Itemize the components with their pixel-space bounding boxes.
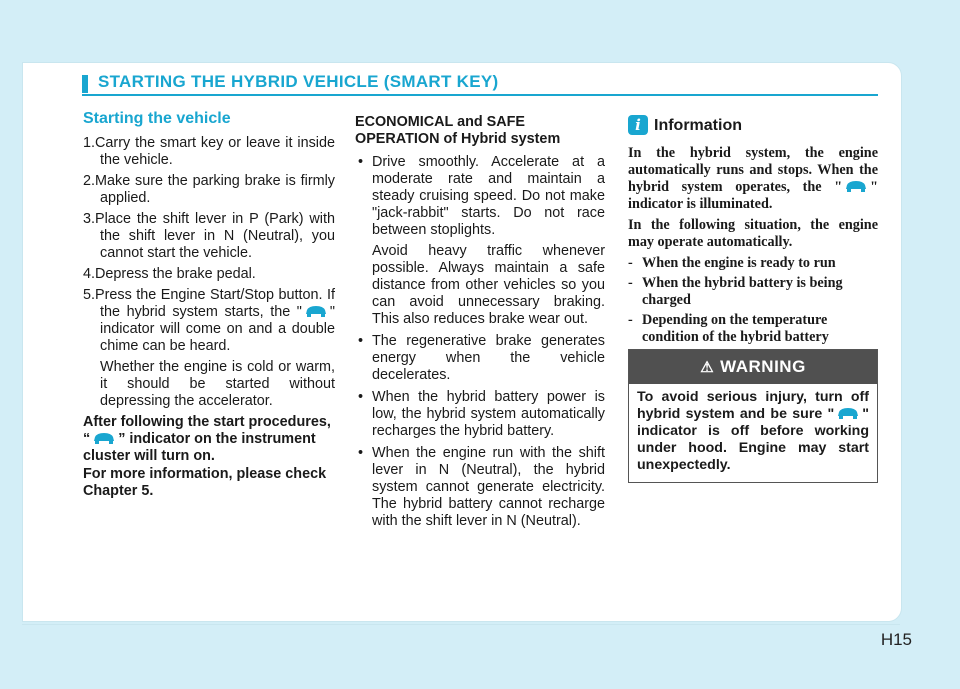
column-economical [355, 113, 605, 535]
dash-marker: - [628, 255, 633, 271]
step-3: 3.Place the shift lever in P (Park) with the shift lever in N (Neutral), you cannot start the vehicle. [83, 211, 335, 261]
dash-marker: - [628, 275, 633, 291]
information-header [628, 115, 878, 139]
dash-marker: - [628, 312, 633, 328]
car-ready-icon [92, 432, 116, 444]
information-body [628, 145, 878, 346]
info-item-text: Depending on the temperature condition of the hybrid battery [642, 312, 829, 345]
bullet-battery-low [355, 389, 605, 440]
info-p1-pre: In the hybrid system, the engine automatically runs and stops. When the hybrid system operates, the " [628, 145, 878, 195]
section-title: STARTING THE HYBRID VEHICLE (SMART KEY) [98, 72, 499, 91]
warning-text-pre: To avoid serious injury, turn off hybrid system and be sure " [637, 389, 869, 422]
column-information [628, 115, 878, 349]
bullet-text: Drive smoothly. Accelerate at a moderate rate and maintain a steady cruising speed. Do not make "jack-rabbit" starts. Do not race between stoplights. [372, 154, 605, 238]
bullet-regenerative-brake [355, 333, 605, 384]
warning-box [628, 349, 878, 483]
info-icon: i [628, 115, 648, 135]
step-5 [83, 287, 335, 355]
bullet-neutral [355, 445, 605, 530]
warning-title: WARNING [720, 357, 806, 376]
info-paragraph-2: In the following situation, the engine may operate automatically. [628, 217, 878, 250]
step-5-note: Whether the engine is cold or warm, it should be started without depressing the accelerator. [100, 359, 335, 409]
bullet-drive-smoothly [355, 154, 605, 328]
bullet-dot: • [358, 389, 364, 405]
step-5-text: 5.Press the Engine Start/Stop button. If the hybrid system starts, the [83, 287, 335, 320]
car-ready-icon [844, 180, 868, 192]
warning-icon: ⚠ [700, 359, 715, 376]
starting-heading: Starting the vehicle [83, 110, 231, 127]
economical-heading: ECONOMICAL and SAFE OPERATION of Hybrid system [355, 114, 561, 147]
more-info-text: For more information, please check Chapter 5. [83, 466, 327, 499]
after-procedure-post: ” indicator on the instrument cluster will turn on. [83, 431, 316, 464]
bullet-text: When the engine run with the shift lever in N (Neutral), the hybrid system cannot generate electricity. The hybrid battery cannot recharge with the shift lever in N (Neutral). [372, 445, 605, 529]
info-item-text: When the hybrid battery is being charged [642, 275, 843, 308]
step-2: 2.Make sure the parking brake is firmly applied. [83, 173, 335, 206]
page-number: H15 [880, 630, 912, 649]
bullet-subtext: Avoid heavy traffic whenever possible. Always maintain a safe distance from other vehicles so you can avoid unnecessary braking. This also reduces brake wear out. [372, 243, 605, 327]
section-header-bar [82, 75, 88, 93]
bullet-dot: • [358, 445, 364, 461]
information-title: Information [654, 117, 742, 134]
info-list-item [628, 275, 878, 309]
section-header [82, 68, 878, 94]
info-list-item [628, 255, 878, 272]
info-list-item [628, 312, 878, 346]
info-p1-post: " indicator is illuminated. [628, 179, 878, 212]
car-ready-icon [304, 305, 328, 317]
step-5-rest: " indicator will come on and a double chime can be heard. [100, 304, 335, 354]
car-ready-icon [836, 407, 860, 419]
warning-header [629, 350, 877, 384]
step-1: 1.Carry the smart key or leave it inside the vehicle. [83, 135, 335, 168]
bullet-text: When the hybrid battery power is low, the hybrid system automatically recharges the hybrid battery. [372, 389, 605, 439]
footer-rule [22, 624, 900, 625]
after-procedure-pre: After following the start procedures, “ [83, 414, 331, 447]
quote-open: " [296, 304, 302, 320]
warning-text-post: " indicator is off before working under hood. Engine may start unexpectedly. [637, 406, 869, 473]
warning-body [629, 384, 877, 474]
bullet-dot: • [358, 154, 364, 170]
after-procedure [83, 414, 335, 465]
bullet-dot: • [358, 333, 364, 349]
section-header-rule [82, 94, 878, 96]
step-4: 4.Depress the brake pedal. [83, 266, 256, 282]
bullet-text: The regenerative brake generates energy when the vehicle decelerates. [372, 333, 605, 383]
info-paragraph-1 [628, 145, 878, 213]
column-starting [83, 110, 335, 500]
info-item-text: When the engine is ready to run [642, 255, 836, 271]
